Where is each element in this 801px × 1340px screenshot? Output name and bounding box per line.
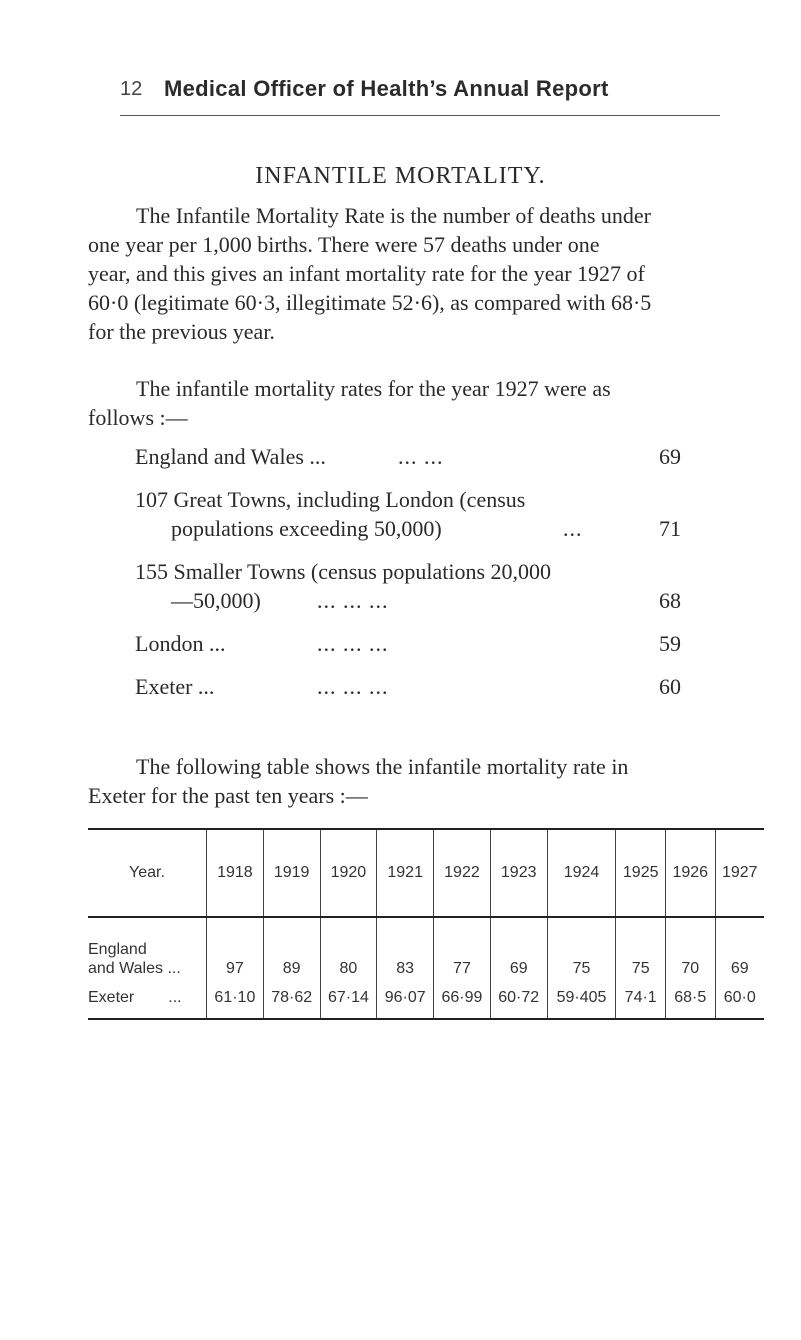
rate-value: 68	[659, 588, 681, 613]
rate-label-line: —50,000)	[171, 588, 261, 613]
section-title: INFANTILE MORTALITY.	[255, 163, 546, 189]
rate-leader-dots: ... ... ...	[317, 631, 389, 656]
rate-value: 60	[659, 674, 681, 699]
rate-label-line: 107 Great Towns, including London (census	[135, 487, 526, 512]
rates-list	[135, 442, 695, 715]
rate-label: Exeter ...	[135, 674, 215, 699]
table-cell: 75	[616, 917, 666, 978]
rate-label-line: populations exceeding 50,000)	[171, 516, 442, 541]
table-cell: 60·0	[715, 978, 764, 1019]
table-cell: 69	[715, 917, 764, 978]
rate-leader-dots: ...	[563, 516, 583, 541]
year-header-cell: 1918	[207, 829, 264, 917]
year-header-cell: 1919	[263, 829, 320, 917]
table-row	[88, 917, 764, 978]
paragraph-line: one year per 1,000 births. There were 57 deaths under one	[88, 232, 600, 257]
table-cell: 77	[434, 917, 491, 978]
table-cell: 97	[207, 917, 264, 978]
page-header	[120, 78, 720, 108]
paragraph-line: The Infantile Mortality Rate is the number of deaths under	[136, 203, 652, 228]
table-cell: 61·10	[207, 978, 264, 1019]
year-header-cell: 1925	[616, 829, 666, 917]
rate-row-smaller-towns	[135, 557, 695, 615]
paragraph-line: follows :—	[88, 405, 188, 430]
table-cell: 83	[377, 917, 434, 978]
table-cell: 75	[547, 917, 616, 978]
rate-value: 71	[659, 516, 681, 541]
paragraph-line: 60·0 (legitimate 60·3, illegitimate 52·6), as compared with 68·5	[88, 290, 652, 315]
rate-label-line: 155 Smaller Towns (census populations 20,000	[135, 559, 552, 584]
row-label-england-wales	[88, 917, 207, 978]
table-cell: 59·405	[547, 978, 616, 1019]
rate-row-london	[135, 629, 695, 658]
rate-label: England and Wales ...	[135, 444, 326, 469]
header-divider	[120, 115, 720, 116]
table-header-row	[88, 829, 764, 917]
paragraph-line: for the previous year.	[88, 319, 275, 344]
table-cell: 74·1	[616, 978, 666, 1019]
year-header: Year.	[129, 864, 165, 881]
rate-label: London ...	[135, 631, 226, 656]
year-header-cell: 1927	[715, 829, 764, 917]
table-row	[88, 978, 764, 1019]
paragraph-line: Exeter for the past ten years :—	[88, 783, 368, 808]
paragraph-line: The following table shows the infantile mortality rate in	[136, 754, 629, 779]
table-cell: 80	[320, 917, 377, 978]
rate-label	[135, 485, 525, 543]
running-title: Medical Officer of Health’s Annual Report	[164, 76, 609, 101]
rate-row-great-towns	[135, 485, 695, 543]
table-cell: 67·14	[320, 978, 377, 1019]
paragraph-line: The infantile mortality rates for the year 1927 were as	[136, 376, 611, 401]
table-cell: 66·99	[434, 978, 491, 1019]
table-cell: 78·62	[263, 978, 320, 1019]
year-header-cell: 1923	[490, 829, 547, 917]
paragraph-definition	[88, 201, 718, 346]
rate-leader-dots: ... ...	[398, 444, 444, 469]
paragraph-line: year, and this gives an infant mortality rate for the year 1927 of	[88, 261, 645, 286]
table-cell: 96·07	[377, 978, 434, 1019]
year-header-cell: 1921	[377, 829, 434, 917]
table-cell: 70	[665, 917, 715, 978]
paragraph-table-intro	[88, 752, 728, 810]
table-cell: 89	[263, 917, 320, 978]
page-number: 12	[120, 78, 143, 100]
year-header-cell: 1924	[547, 829, 616, 917]
rate-leader-dots: ... ... ...	[317, 588, 389, 613]
row-label-exeter	[88, 978, 207, 1019]
row-label-dots: ...	[168, 989, 182, 1006]
year-header-cell: 1926	[665, 829, 715, 917]
paragraph-rates-intro	[88, 374, 718, 432]
rate-row-england-wales	[135, 442, 695, 471]
rate-value: 59	[659, 631, 681, 656]
table-cell: 68·5	[665, 978, 715, 1019]
rate-row-exeter	[135, 672, 695, 701]
year-header-cell: 1922	[434, 829, 491, 917]
rate-value: 69	[659, 444, 681, 469]
row-label-line: Exeter	[88, 989, 135, 1006]
row-label-line: and Wales ...	[88, 960, 181, 977]
table-cell: 60·72	[490, 978, 547, 1019]
table-cell: 69	[490, 917, 547, 978]
rate-leader-dots: ... ... ...	[317, 674, 389, 699]
row-label-line: England	[88, 941, 147, 958]
mortality-table	[88, 828, 764, 1020]
year-header-cell: 1920	[320, 829, 377, 917]
